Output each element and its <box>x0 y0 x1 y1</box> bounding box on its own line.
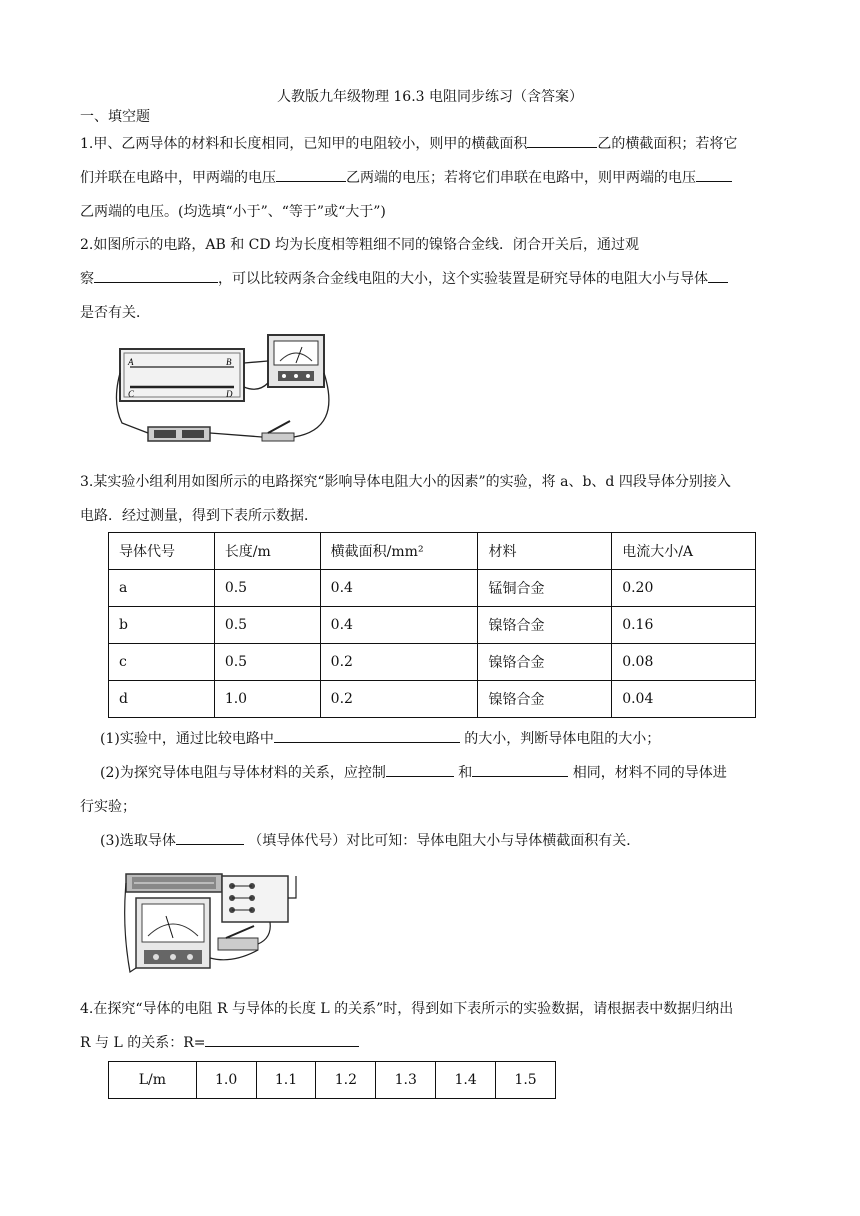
q3-subquestion-2 <box>100 756 790 790</box>
table-cell: 锰铜合金 <box>478 570 612 607</box>
q3-text: 和 <box>453 765 473 781</box>
table-header: 横截面积/mm² <box>320 533 478 570</box>
table-row <box>109 644 756 681</box>
q3-text: (2)为探究导体电阻与导体材料的关系，应控制 <box>100 765 386 781</box>
table-cell: 1.3 <box>376 1062 436 1099</box>
q1-text: 1.甲、乙两导体的材料和长度相同，已知甲的电阻较小，则甲的横截面积 <box>80 136 528 152</box>
table-header: 材料 <box>478 533 612 570</box>
q3-text: (1)实验中，通过比较电路中 <box>100 731 274 747</box>
battery-icon <box>148 427 210 441</box>
table-row <box>109 681 756 718</box>
q3-subquestion-1 <box>100 722 790 756</box>
table-cell: 1.5 <box>496 1062 556 1099</box>
table-cell: 0.04 <box>612 681 756 718</box>
answer-blank[interactable] <box>176 830 244 845</box>
q4-line-2 <box>80 1026 780 1060</box>
q3-subquestion-3 <box>100 824 790 858</box>
q3-line-1: 3.某实验小组利用如图所示的电路探究“影响导体电阻大小的因素”的实验，将 a、b、d 四段导体分别接入 <box>80 474 731 490</box>
q1-line-2 <box>80 161 780 195</box>
table-cell: 镍铬合金 <box>478 644 612 681</box>
table-header: 电流大小/A <box>612 533 756 570</box>
q1-line-1 <box>80 127 780 161</box>
answer-blank[interactable] <box>386 762 454 777</box>
answer-blank[interactable] <box>472 762 568 777</box>
resistor-rack-icon <box>126 874 222 892</box>
answer-blank[interactable] <box>205 1032 359 1047</box>
question-3 <box>80 465 780 533</box>
table-cell: 镍铬合金 <box>478 681 612 718</box>
table-cell: 0.20 <box>612 570 756 607</box>
data-table-q4 <box>108 1061 556 1099</box>
table-header-row <box>109 533 756 570</box>
table-cell: 0.2 <box>320 644 478 681</box>
table-cell: b <box>109 607 215 644</box>
conductor-board-icon <box>222 876 288 922</box>
table-header: 长度/m <box>214 533 320 570</box>
table-cell: 0.2 <box>320 681 478 718</box>
table-cell: 0.5 <box>214 570 320 607</box>
table-header: L/m <box>109 1062 197 1099</box>
ammeter-icon <box>136 898 210 968</box>
fig-label-d: D <box>226 389 233 399</box>
q2-line-2 <box>80 262 780 296</box>
table-cell: 0.4 <box>320 607 478 644</box>
table-cell: 镍铬合金 <box>478 607 612 644</box>
table-cell: 1.4 <box>436 1062 496 1099</box>
q2-text: 察 <box>80 271 94 287</box>
table-cell: 0.4 <box>320 570 478 607</box>
fig-label-c: C <box>128 389 135 399</box>
q3-subquestion-2-cont: 行实验； <box>80 799 136 815</box>
section-heading: 一、填空题 <box>80 109 150 125</box>
table-cell: c <box>109 644 215 681</box>
ammeter-icon <box>268 335 324 387</box>
table-row <box>109 607 756 644</box>
table-row <box>109 570 756 607</box>
q4-line-1: 4.在探究“导体的电阻 R 与导体的长度 L 的关系”时，得到如下表所示的实验数据，请根据表中数据归纳出 <box>80 1001 734 1017</box>
fig-label-b: B <box>226 357 232 367</box>
q4-text: R 与 L 的关系：R= <box>80 1035 206 1051</box>
q3-text: 的大小，判断导体电阻的大小； <box>459 731 661 747</box>
answer-blank[interactable] <box>276 167 346 182</box>
answer-blank[interactable] <box>94 268 218 283</box>
q1-text: 乙的横截面积；若将它 <box>597 136 738 152</box>
table-cell: 0.08 <box>612 644 756 681</box>
table-header: 导体代号 <box>109 533 215 570</box>
table-cell: 0.5 <box>214 644 320 681</box>
table-cell: 1.2 <box>316 1062 376 1099</box>
q3-text: 相同，材料不同的导体进 <box>568 765 727 781</box>
table-cell: 0.5 <box>214 607 320 644</box>
page-title: 人教版九年级物理 16.3 电阻同步练习（含答案） <box>276 89 584 105</box>
table-row <box>109 1062 556 1099</box>
question-2 <box>80 228 780 330</box>
circuit-figure-1 <box>112 333 372 451</box>
circuit-figure-2 <box>122 868 300 980</box>
q3-text: (3)选取导体 <box>100 833 176 849</box>
q3-line-2: 电路．经过测量，得到下表所示数据． <box>80 508 318 524</box>
q2-line-1: 2.如图所示的电路，AB 和 CD 均为长度相等粗细不同的镍铬合金线．闭合开关后，通过观 <box>80 237 640 253</box>
answer-blank[interactable] <box>274 728 460 743</box>
question-4 <box>80 992 780 1060</box>
answer-blank[interactable] <box>708 268 728 283</box>
answer-blank[interactable] <box>527 133 597 148</box>
answer-blank[interactable] <box>696 167 732 182</box>
table-cell: 0.16 <box>612 607 756 644</box>
table-cell: 1.0 <box>196 1062 256 1099</box>
q1-text: 们并联在电路中，甲两端的电压 <box>80 170 276 186</box>
q3-text: （填导体代号）对比可知：导体电阻大小与导体横截面积有关． <box>243 833 641 849</box>
fig-label-a: A <box>128 357 134 367</box>
table-cell: 1.0 <box>214 681 320 718</box>
table-cell: d <box>109 681 215 718</box>
q1-text: 乙两端的电压；若将它们串联在电路中，则甲两端的电压 <box>346 170 696 186</box>
q2-text: ，可以比较两条合金线电阻的大小，这个实验装置是研究导体的电阻大小与导体 <box>218 271 708 287</box>
question-1 <box>80 127 780 229</box>
table-cell: a <box>109 570 215 607</box>
data-table-q3 <box>108 532 756 718</box>
table-cell: 1.1 <box>256 1062 316 1099</box>
q2-line-3: 是否有关． <box>80 305 150 321</box>
q1-line-3: 乙两端的电压。(均选填“小于”、“等于”或“大于”) <box>80 204 386 220</box>
